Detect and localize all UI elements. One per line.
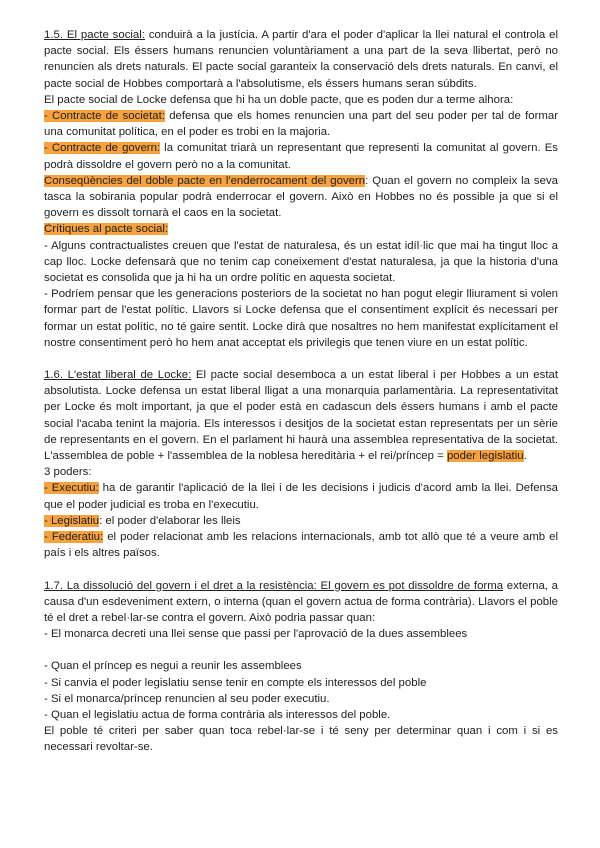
contracte-govern-paragraph [44,140,558,172]
legislatiu-label: - Legislatiu [44,514,100,527]
executiu-paragraph [44,480,558,512]
poder-legislatiu-highlight: poder legislatiu [446,450,524,463]
contracte-societat-paragraph [44,108,558,140]
list-item: - El monarca decreti una llei sense que passi per l'aprovació de la dues assemblees [44,628,468,641]
contracte-govern-label: - Contracte de govern: [44,142,161,155]
consequencies-text: : Quan el govern no compleix la seva tasca la sobirania popular podrà enderrocar el govern. Això en Hobbes no és possible ja que si el govern es dissolt tornarà el caos en la societat. [44,174,558,220]
list-item: - Quan el legislatiu actua de forma contrària als interessos del poble. [44,708,391,721]
list-item: - Quan el príncep es negui a reunir les assemblees [44,660,302,673]
executiu-text: ha de garantir l'aplicació de la llei i de les decisions i judicis d'acord amb la llei. Defensa que el poder judicial es troba en l'executiu. [44,482,558,511]
section-1-6-heading: 1.6. L'estat liberal de Locke: [44,369,192,382]
critique-1: - Alguns contractualistes creuen que l'estat de naturalesa, és un estat idíl·lic que mai ha tingut lloc a cap lloc. Locke defensarà que no tenim cap coneixement d'estat naturalesa, ja que la historia d'una societat es consolida que ja hi ha un ordre polític en aquesta societat. [44,239,558,285]
document-page [44,27,558,756]
critique-2: - Podríem pensar que les generacions posteriors de la societat no han pogut elegir lliurament si volen formar part de l'estat polític. Llavors si Locke defensa que el consentiment explícit és necessari per formar un estat polític, no té gaire sentit. Locke dirà que nosaltres no hem manifestat explícitament el nostre consentiment però ho hem anat acceptat els privilegis que tenen viure en un estat polític. [44,288,558,349]
list-item: - Si el monarca/príncep renuncien al seu poder executiu. [44,692,330,705]
section-1-5-heading: 1.5. El pacte social: [44,29,145,41]
locke-double-pact-line: El pacte social de Locke defensa que hi ha un doble pacte, que es poden dur a terme alhora: [44,93,514,106]
contracte-societat-label: - Contracte de societat: [44,110,165,123]
consequencies-paragraph [44,173,558,222]
list-item: - Si canvia el poder legislatiu sense tenir en compte els interessos del poble [44,676,427,689]
closing-paragraph: El poble té criteri per saber quan toca rebel·lar-se i té seny per determinar quan i com i si es necessari revoltar-se. [44,725,558,754]
period: . [523,450,527,463]
section-1-7-heading: 1.7. La dissolució del govern i el dret a la resistència: El govern es pot dissoldre de forma [44,579,504,592]
critiques-heading-line [44,221,558,237]
legislatiu-text: : el poder d'elaborar les lleis [99,514,241,527]
tres-poders-line: 3 poders: [44,466,92,479]
contracte-govern-text: la comunitat triarà un representant que representi la comunitat al govern. Es podrà dissoldre el govern però no a la comunitat. [44,142,558,171]
federatiu-label: - Federatiu: [44,531,104,544]
section-1-6-intro [44,367,558,464]
contracte-societat-text: defensa que els homes renuncien una part del seu poder per tal de formar una comunitat política, en el poder es trobi en la majoria. [44,110,559,139]
section-1-5-intro-text: conduirà a la justícia. A partir d'ara el poder d'aplicar la llei natural el controla el pacte social. Els éssers humans renuncien voluntàriament a una part de la seva llibertat, però no renuncien als drets naturals. El pacte social garanteix la conservació dels drets naturals. En canvi, el pacte social de Hobbes comportarà a l'absolutisme, els éssers humans seran súbdits. [44,29,558,90]
federatiu-paragraph [44,529,558,561]
critiques-label: Crítiques al pacte social: [44,223,169,236]
list-spacer [44,642,558,658]
executiu-label: - Executiu: [44,482,99,495]
section-1-5-intro [44,27,558,92]
section-1-7-intro [44,578,558,627]
section-spacer [44,562,558,578]
consequencies-label: Conseqüències del doble pacte en l'enderrocament del govern [44,174,366,187]
legislatiu-paragraph [44,513,558,529]
section-1-7-intro-text: externa, a causa d'un esdeveniment extern, o interna (quan el govern actua de forma contrària). Llavors el poble té el dret a rebel·lar-se contra el govern. Això podria passar quan: [44,579,559,624]
federatiu-text: el poder relacionat amb les relacions internacionals, amb tot allò que té a veure amb el país i els altres països. [44,531,559,560]
section-spacer [44,351,558,367]
section-1-6-intro-text: El pacte social desemboca a un estat liberal i per Hobbes a un estat absolutista. Locke defensa un estat liberal lligat a una monarquia parlamentària. La representativitat per Locke és molt important, ja que el poder està en cadascun dels éssers humans i amb el pacte social l'acaba tenint la majoria. Els interessos i desitjos de la societat estan representats per un sèrie de representants en el govern. En el parlament hi haurà una assemblea representativa de la societat. L'assemblea de poble + l'assemblea de la noblesa hereditària + el rei/príncep = [44,369,558,463]
